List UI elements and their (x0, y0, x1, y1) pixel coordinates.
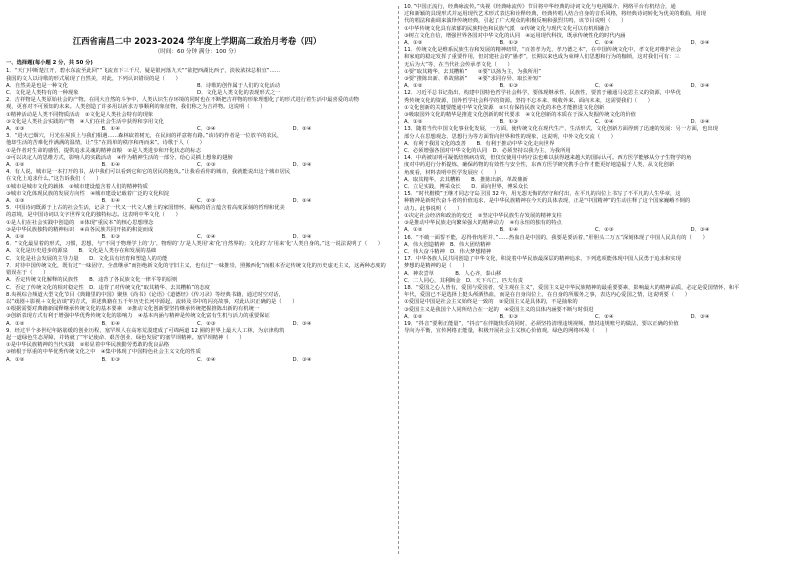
question-stem: 17．中华各族人民共同创造了中华文化，积淀着中华民族最深层的精神追求，下列选项能体现中国人民勇于追求和实现 (404, 256, 681, 263)
question-stem: 10．”中国正流行，经典咏流传。”央视《经典咏流传》节目将中华经典的诗词文化与电视媒介、网络平台有机结合，通 (404, 4, 676, 10)
question (6, 68, 388, 97)
question-stem: 19．“抖音”要利正能量”，“抖音”在伴随快乐的同时，必须坚持清理违规视频，禁封违规账号的做法，要以正确的价值 (404, 320, 679, 327)
answer-option: A．①② (404, 119, 423, 126)
question-stem: 部分人在思想观念、思想行为等方面背向世界和性的现象，这说明，中外文化交流（ ） (404, 133, 616, 140)
question (404, 126, 786, 155)
question-option-line: A．伟大创造精神 B．伟大团结精神 (404, 241, 491, 248)
question-stem: 在文化上追求什么。”这告诉我们（ ） (6, 176, 102, 183)
question (404, 285, 786, 321)
question-option-line: ③城市文化体现民族的发展方向性 ④城市建设记载着广泛的文化积淀 (6, 190, 170, 197)
answer-option: A．①② (404, 83, 423, 90)
question-stem: 梦想的是精神的是（ ） (404, 263, 468, 270)
question (6, 263, 388, 292)
question-option-line: A．神农尝草 B．人心齐，泰山移 (404, 270, 502, 277)
question-stem: 11．传统文化是维系民族生存和发展的精神纽带，“百善孝为先，孝乃德之本”，在中国传统文化中，孝文化对维护社会 (404, 47, 682, 54)
question-stem: 3．“进火已烟穴，月光在屋顶上与我们相遇……森林砍着树无，在民间的祥意将有路。”该诗的作者是一位放羊的农民， (6, 133, 283, 140)
answer-option: A．自然美是也是一种文化 (6, 82, 68, 89)
question-option-line: C．文化是社会发展的主导力量 D．文化具有培育和塑造人的功能 (6, 255, 168, 262)
question-stem: 2．吉祥物是人类原始社会的产物。在同大自然的斗争中，人类认识生存环境的同时也在不断把吉祥物的形象理想化了的形式进行着生活中最喜爱的动物 (6, 97, 359, 104)
question-stem: 我国的文人以诗歌的形式展现了自然美，对此，下列认识错误的是（ ） (6, 75, 181, 82)
question (404, 47, 786, 90)
answer-option: B．①③ (499, 83, 518, 90)
question-option-line: A．否定传统文化解释的民族性 B．违背了各民族文化一律平等的原则 (6, 277, 178, 284)
question-stem: 15．“时代楷模”王继才同志守岛卫国 32 年，用无怨无悔的坚守和付出，在平凡的岗位上书写了不平凡的人生华章，这 (404, 191, 681, 198)
answer-option: C．②③ (197, 198, 216, 205)
question-option-line: A．取其精华，去其糟粕 B．推陈出新，革故鼎新 (404, 176, 528, 183)
answer-option: B．①④ (101, 126, 120, 133)
answer-option: B．诗歌的创作属于人们的文化活动 (197, 82, 281, 89)
answer-option: A．①② (6, 320, 25, 327)
left-column (6, 4, 388, 364)
answer-option: D．③④ (690, 227, 710, 234)
page-title: 江西省南昌二中 2023-2024 学年度上学期高二政治月考卷（四） (72, 36, 322, 46)
question-option-line: A．有利于我国文化的改善 B．有利于推动中华文化走向世界 (404, 140, 555, 147)
question (6, 133, 388, 169)
question-stem: 和家庭的稳定发挥了重要作用，但封建社会的”愚孝”，长期以来也成为束缚人们思想和行为的枷锁，这对我们可有：三 (404, 54, 680, 61)
answer-option: D．②④ (292, 126, 312, 133)
question-option-line: C．否定了传统文化的相对稳定性 D．违背了对传统文化“取其精华、去其糟粕”的态度 (6, 284, 210, 291)
answer-option: D．③④ (690, 119, 710, 126)
question-stem: 9．经过半个多世纪年路筋缓的创业历程，塞罕坝人在高寒荒漠建成了可绵两道 12 圈的世界上最大人工林，为京津构筑 (6, 327, 285, 334)
question-stem: 种精神是新时代奋斗者的价值追求，是中华民族精神在今天的具体表现，正是“中国精神”的生动注释了这个国家巍峨不倒的 (404, 198, 691, 205)
answer-option: D．②④ (292, 198, 312, 205)
answer-option: B．①④ (101, 320, 120, 327)
question (6, 97, 388, 133)
question-option-line: ③爱国主义是我国个人同所结合在一起的 ④爱国主义的具体内涵要不断与时俱进 (404, 306, 594, 313)
question-option-line: ①文化创新的关键要能通中华文化资源 ②只有保持民族文化的本色才能推进文化创新 (404, 104, 605, 111)
answer-option: C．②③ (197, 162, 216, 169)
answer-option: D．文化是人类文化的表现形式之一 (197, 90, 281, 97)
answer-option: A．②③ (6, 126, 25, 133)
section-heading: 一、选择题(每小题 2 分，共 50 分) (6, 60, 93, 67)
question (404, 90, 786, 126)
answer-option: B．①③ (101, 356, 120, 363)
question-option-line: ①决定社会经济和政治的变迁 ②坚定中华民族生存发展的精神支柱 (404, 212, 562, 219)
question-stem: 的意境，是中国诗词以文字世界文化的独特标志。这表明中华文化（ ） (6, 212, 181, 219)
question-option-line: A．文化是历史进步的源泉 B．文化是人类存在和发展的基础 (6, 248, 157, 255)
question-option-line: ①中华传统文化具有浓郁的民族特色和民族气派 ②传统文化与现代文化可以有机相融合 (404, 25, 610, 32)
question-option-line: ①是作者对生命的感悟，提供追求灵魂的精神食粮 ②是人类进步和开化状态的标志 (6, 147, 201, 154)
question (6, 205, 388, 241)
question-option-line: ③文化是人类社会实践的产物 ④人们在社会生活中获得和享用文化 (6, 118, 164, 125)
answer-option: A．①② (6, 234, 25, 241)
question-stem: 以”戏剧＋影视＋文化访谈”的方式，讲述典籍在五千年历史长河中源起、流转及书中的闪亮故事，对此认识正确的是（ ） (6, 298, 298, 305)
question-stem: 观，更喜对不可预知的未来。人类创造了许多用以祈求万事顺利的象征物，我们称之为吉祥物。这说明（ ） (6, 104, 266, 111)
answer-option: D．③④ (292, 320, 312, 327)
question (404, 4, 786, 47)
answer-option: A．①② (404, 40, 423, 47)
answer-options (404, 314, 786, 321)
question-stem: 16．“不破一面誓不能，忍得骨肉肝并、”……热血自是中国的，我要是要活着，”肝胆头二万五”深刻体现了中国人民具有的（ ） (404, 234, 708, 241)
answer-option: A．①② (404, 313, 423, 320)
answer-option: C．②④ (595, 83, 614, 90)
question-option-line: ③树立文化自信，增强世界各国对中华文化的认同 ④运用现代科技，既承传统性化的时代内涵 (404, 32, 626, 39)
answer-option: B．①④ (101, 162, 120, 169)
answer-option: B．①③ (101, 234, 120, 241)
question-stem: 4．有人说，城市是一本打开的书，从中我们可以看到它和它的居民的抱负。”让我看看你的城市，我就能说出这个城市居民 (6, 169, 291, 176)
answer-option: C．③④ (197, 126, 216, 133)
question-stem: 角度看，材料表明中医学发展应（ ） (404, 169, 500, 176)
answer-option: D．③④ (292, 162, 312, 169)
question (404, 256, 786, 285)
question-stem: 代的唱法和曲调来演绎传统经典，引起了广大观众的积极反响和强烈共鸣，该节目说明（ ） (404, 18, 627, 25)
question-option-line: C．伟大奋斗精神 D．伟大梦想精神 (404, 248, 492, 255)
question (404, 191, 786, 234)
question-option-line: ③吸取国外文化的精华是推进文化创新的时代要求 ④文化创新的本质在于深入发掘传统文化的价值 (404, 112, 636, 119)
answer-option: C．文化是人类特有的一种现象 (6, 90, 79, 97)
question-stem: 导向为平衡，宣传网络正能量，积极开展社会主义核心价值观，绿色的网络环境（ ） (404, 328, 611, 335)
answer-option: A．①② (404, 227, 423, 234)
question-stem: 5．中国诗词既源于上古的社会生活，记录了一代又一代文人雅士的家国情怀，凝练的语言蕴含着高度深刻的哲理和优美 (6, 205, 285, 212)
answer-option: B．①③ (499, 40, 518, 47)
right-column (404, 4, 786, 335)
question-option-line: ①要“取其精华，去其糟粕” ②要“以扬为主，为我所用” (404, 68, 542, 75)
question-stem: 18．“爱国之心人皆有，爱国与爱国者，受主观在主义”，爱国主义是中华民族精神的最重要要素，影响最大的精神品质，必定是爱国情怀，和平 (404, 284, 740, 291)
answer-option: C．②③ (197, 320, 216, 327)
question-stem: 无后为大”等，在当代社会传承孝文化（ ） (404, 61, 513, 68)
question-stem: 6．“文化最显着的形式，习惯，思想，与“不同于物理学上的‘力’，物理的‘力’是人类用‘来’化’自然界的；文化的‘力’用来‘化’人类自身的。”这一说法说明了（ ） (6, 241, 384, 248)
question (404, 321, 786, 335)
question-stem: 秀传统文化的资源，国外哲学社会科学的资源。坚持不忘本来、吸收外来、面向未来，这需要我们（ ） (404, 97, 653, 104)
question-stem: 年代，爱国已不是选择上挺头颅洒热血，而是在自身岗位上，在自身的所服务之事，表达内心爱国之情，这说明要（ ） (404, 292, 691, 299)
question-stem: 动力。此事说明（ ） (404, 205, 463, 212)
question (6, 241, 388, 263)
question (6, 328, 388, 364)
question-option-line: ③创新表现方式有利于增强中华优秀传统文化的影响力 ④基本内涵与精神是传统文化富有生机与活力的重要保证 (6, 313, 270, 320)
answer-option: B．①③ (499, 313, 518, 320)
question (6, 169, 388, 205)
answer-option: C．②④ (197, 234, 216, 241)
answer-option: A．①③ (6, 198, 25, 205)
answer-option: C．②④ (595, 40, 614, 47)
column-divider (398, 6, 399, 554)
answer-option: A．①② (6, 356, 25, 363)
question-option-line: ③可以决定人的思维方式，影响人的实践活动 ④作为精神生活的一部分，给心灵插上想象的翅膀 (6, 154, 233, 161)
question-stem: 7．对待中国传统文化，既有过“一味固守，全盘继承”而拒绝新文化的守旧主义，也有过“一味推崇，照搬西化”而根本否定传统文化的历史虚无主义，这两种态度的错误在于（ ） (6, 262, 386, 277)
question-stem: 度对中药进行分析提炼，确保药物的有效性与安全性，东西方医学研究携手合作才能更好地造福于人类，从文化创新 (404, 162, 675, 169)
answer-option: D．③④ (690, 83, 710, 90)
answer-option: B．①④ (499, 227, 518, 234)
answer-option: D．③④ (292, 356, 312, 363)
answer-option: B．①④ (101, 198, 120, 205)
answer-option: C．②③ (595, 227, 614, 234)
question-option-line: ③要“推陈出新、革故鼎新” ④要“求同存异、取长补短” (404, 76, 542, 83)
question-option-line: C．必须增强各国对中华文化的认同 D．必须坚持以我为主，为我所用 (404, 148, 571, 155)
question-option-line: C．立足实践，博采众长 D．面向世界，博采众长 (404, 184, 529, 191)
question (6, 292, 388, 328)
question-stem: 他却生活的苦难化作满满的温情，让”生“在简单的秩序和再而来”。诗歌于人（ ） (6, 140, 205, 147)
answer-option: A．①② (6, 162, 25, 169)
question-option-line: ①精神活动是人类不同物质活动 ②文化是人类社会特有的现象 (6, 111, 154, 118)
question-stem: 13．随着当代中国文化事业化发展，一方面，使传统文化在现代生产、生活形式，文化创新方面得到了迅速的发展：另一方面，也出现 (404, 126, 718, 133)
question-stem: 1．“天门中断楚江开，碧水东流至此回”“飞流直下三千尺，疑是银河落九天”“欲把西湖比西子，淡妆浓抹总相宜”…… (6, 68, 281, 75)
question-stem: 起一道绿色生态屏障，并铸就了“牢记使命、艰苦创业、绿色发展”的塞罕坝精神。塞罕坝精神（ ） (6, 334, 245, 341)
answer-option: D．③④ (690, 40, 710, 47)
question-option-line: ③是中华民族独特的精神标识 ④由各民族共同开拓的积淀而成 (6, 226, 154, 233)
question-stem: 8.央视综合频道大型文化节目《典籍里的中国》聚焦《尚书》《论语》《道德经》《传习录》等经典书籍，通过时空对话， (6, 291, 284, 298)
question-option-line: ③植根于厚重的中华优秀传统文化之中 ④集中体现了中国特色社会主义文化的性质 (6, 349, 201, 356)
answer-option: C．②④ (595, 119, 614, 126)
answer-option: C．②④ (197, 356, 216, 363)
question-stem: 过和新颖的具现形式并运用现代艺术形式表达和诠释经典，经典传唱人结合自身的音乐风格，将经典诗词转化为优美的歌曲，用现 (404, 11, 706, 18)
answer-option: C．②④ (595, 313, 614, 320)
answer-option: D．③④ (690, 313, 710, 320)
answer-options (6, 83, 388, 90)
question-stem: 14．中药被证明可凝低结核病功效，但仅仅使用中药疗法也难以获得越来越大的国际认可。西方医学能够从分子生物学的角 (404, 155, 692, 162)
question (404, 155, 786, 191)
question-option-line: ①根据需要对典籍新闻释继承传统文化的基本要素 ②推动文化创新要坚持继承传统把握推陈出新的有机统一 (6, 306, 260, 313)
right-question-list (404, 4, 786, 335)
page-subtitle: （时间：60 分钟 满分：100 分） (154, 49, 240, 55)
question-option-line: ①爱国是中国是社会主义始终是一致的 ②爱国主义是具体的，不是抽象的 (404, 299, 578, 306)
question-stem: 12．习近平总书记指出，构建中国特色哲学社会科学，要体现继承性、民族性，要善于融通马克思主义的资源，中华优 (404, 90, 681, 97)
question-option-line: ①是人们在社会实践中创造的 ②体现“重民本”的核心思想理念 (6, 219, 154, 226)
question-option-line: ①是中华民族精神的当代实践 ②彰显着中华民族勤劳勇敢的优良品格 (6, 342, 170, 349)
answer-options (6, 357, 388, 364)
question-option-line: ③是推动中华民族走向繁荣强大的精神动力 ④有永恒的独有的特点 (404, 220, 562, 227)
question (404, 235, 786, 257)
answer-option: B．①③ (499, 119, 518, 126)
answer-options (6, 321, 388, 328)
question-option-line: C．二人同心，其利断金 D．天下兴亡，匹夫有责 (404, 277, 524, 284)
answer-options (404, 227, 786, 234)
answer-option: D．③④ (292, 234, 312, 241)
question-option-line: ①城市是城市文化的载体 ②城市建设蕴含着人们的精神特质 (6, 183, 148, 190)
left-question-list (6, 68, 388, 363)
